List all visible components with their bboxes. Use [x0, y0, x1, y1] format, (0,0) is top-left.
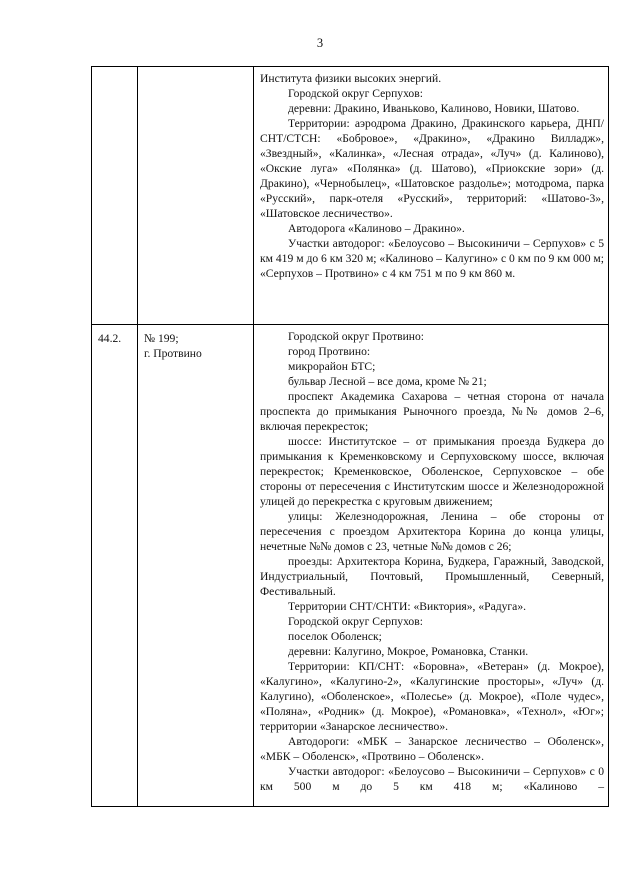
reference-cell	[138, 67, 254, 325]
reference-line: г. Протвино	[144, 347, 202, 360]
paragraph: деревни: Дракино, Иваньково, Калиново, Новики, Шатово.	[288, 102, 580, 115]
item-number-cell	[92, 325, 138, 807]
reference-line: № 199;	[144, 332, 179, 345]
paragraph: бульвар Лесной – все дома, кроме № 21;	[288, 375, 487, 388]
paragraph: Городской округ Серпухов:	[288, 87, 423, 100]
paragraph: город Протвино:	[288, 345, 371, 358]
item-number: 44.2.	[98, 332, 122, 345]
paragraph: шоссе: Институтское – от примыкания проезда Будкера до примыкания к Кременковскому и Серпуховскому шоссе, включая перекресток; Кременковское, Оболенское, Серпуховское – обе стороны от пересечения с Институтским шоссе и Железнодорожной улицей до перекрестка с круговым движением;	[260, 435, 604, 508]
page-number: 3	[316, 36, 324, 50]
item-number-cell	[92, 67, 138, 325]
paragraph: проспект Академика Сахарова – четная сторона от начала проспекта до примыкания Рыночного проезда, №№ домов 2–6, включая перекресток;	[260, 390, 604, 433]
description-cell	[254, 325, 609, 807]
paragraph: поселок Оболенск;	[288, 630, 382, 643]
paragraph: Городской округ Протвино:	[288, 330, 425, 343]
paragraph: Городской округ Серпухов:	[288, 615, 423, 628]
paragraph: Территории: аэродрома Дракино, Дракинского карьера, ДНП/СНТ/СТСН: «Бобровое», «Дракино», «Дракино Вилладж», «Звездный», «Калинка», «Лесная отрада», «Луч» (д. Калиново), «Окские луга» «Полянка» (д. Шатово), «Приокские зори» (д. Дракино), «Чернобылец», «Шатовское раздолье»; мотодрома, парка «Русский», парк-отеля «Русский», территорий: «Шатово-3», «Шатовское лесничество».	[260, 117, 604, 220]
paragraph: Участки автодорог: «Белоусово – Высокиничи – Серпухов» с 5 км 419 м до 6 км 320 м; «Калиново – Калугино» с 0 км по 9 км 000 м; «Серпухов – Протвино» с 4 км 751 м по 9 км 860 м.	[260, 237, 604, 280]
paragraph: Автодорога «Калиново – Дракино».	[288, 222, 465, 235]
paragraph: проезды: Архитектора Корина, Будкера, Гаражный, Заводской, Индустриальный, Почтовый, Промышленный, Северный, Фестивальный.	[260, 555, 604, 598]
paragraph: Территории СНТ/СНТИ: «Виктория», «Радуга».	[288, 600, 527, 613]
description-cell	[254, 67, 609, 325]
paragraph: улицы: Железнодорожная, Ленина – обе стороны от пересечения с проездом Архитектора Корина до конца улицы, нечетные №№ домов с 23, четные №№ домов с 26;	[260, 510, 604, 553]
paragraph: Территории: КП/СНТ: «Боровна», «Ветеран» (д. Мокрое), «Калугино», «Калугино-2», «Калугинские просторы», «Луч» (д. Калугино), «Оболенское», «Полесье» (д. Мокрое), «Поле чудес», «Поляна», «Родник» (д. Мокрое), «Романовка», «Технол», «Юг»; территории «Занарское лесничество».	[260, 660, 604, 733]
paragraph: деревни: Калугино, Мокрое, Романовка, Станки.	[288, 645, 529, 658]
reference-cell	[138, 325, 254, 807]
document-table	[91, 66, 609, 807]
table-row	[92, 325, 609, 807]
table-row	[92, 67, 609, 325]
paragraph: Института физики высоких энергий.	[260, 72, 442, 85]
paragraph: Участки автодорог: «Белоусово – Высокиничи – Серпухов» с 0 км 500 м до 5 км 418 м; «Калиново –	[260, 765, 604, 793]
paragraph: микрорайон БТС;	[288, 360, 376, 373]
paragraph: Автодороги: «МБК – Занарское лесничество – Оболенск», «МБК – Оболенск», «Протвино – Оболенск».	[260, 735, 604, 763]
